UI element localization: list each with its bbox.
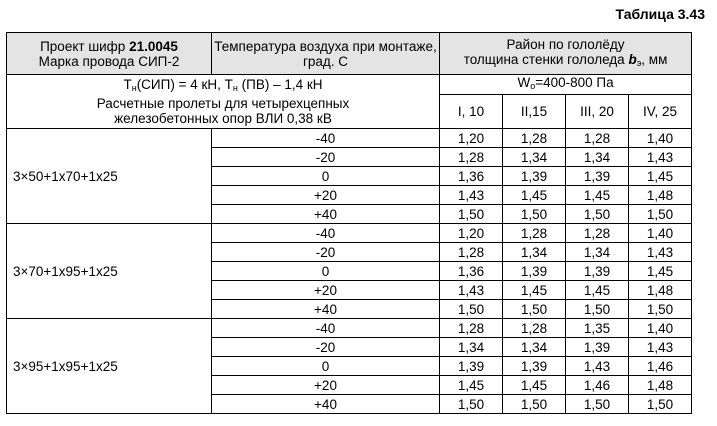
value-cell: 1,45 [629, 262, 692, 281]
tension-sub-pv: н [232, 83, 238, 93]
value-cell: 1,34 [503, 338, 566, 357]
value-cell: 1,28 [440, 243, 503, 262]
value-cell: 1,48 [629, 281, 692, 300]
pressure-sub: o [530, 81, 536, 91]
value-cell: 1,39 [566, 167, 629, 186]
sag-table [6, 32, 692, 414]
ice-unit: , мм [641, 51, 668, 67]
spans-line-2: железобетонных опор ВЛИ 0,38 кВ [114, 111, 332, 126]
project-header-cell [7, 33, 212, 75]
value-cell: 1,34 [503, 243, 566, 262]
value-cell: 1,48 [629, 376, 692, 395]
value-cell: 1,39 [566, 338, 629, 357]
value-cell: 1,34 [440, 338, 503, 357]
table-row [7, 224, 692, 243]
value-cell: 1,39 [566, 262, 629, 281]
region-header: II,15 [503, 95, 566, 129]
value-cell: 1,50 [629, 205, 692, 224]
value-cell: 1,20 [440, 129, 503, 148]
temperature-cell: -20 [212, 338, 440, 357]
value-cell: 1,46 [629, 357, 692, 376]
wind-pressure-cell [440, 75, 692, 95]
table-caption: Таблица 3.43 [615, 6, 705, 22]
temperature-cell: +20 [212, 376, 440, 395]
value-cell: 1,50 [440, 205, 503, 224]
value-cell: 1,43 [566, 357, 629, 376]
temperature-cell: +40 [212, 205, 440, 224]
value-cell: 1,43 [440, 281, 503, 300]
value-cell: 1,50 [566, 300, 629, 319]
temperature-cell: +20 [212, 281, 440, 300]
temperature-cell: -40 [212, 129, 440, 148]
temperature-cell: -40 [212, 319, 440, 338]
value-cell: 1,45 [629, 167, 692, 186]
value-cell: 1,34 [566, 243, 629, 262]
region-header: IV, 25 [629, 95, 692, 129]
project-label: Проект шифр [40, 38, 126, 54]
ice-symbol: b [628, 51, 637, 67]
value-cell: 1,34 [503, 148, 566, 167]
pressure-W: W [517, 75, 531, 90]
value-cell: 1,45 [566, 281, 629, 300]
temperature-cell: -20 [212, 148, 440, 167]
value-cell: 1,45 [440, 376, 503, 395]
value-cell: 1,28 [440, 319, 503, 338]
temperature-label: Температура воздуха при монтаже, град. С [214, 38, 437, 69]
temperature-cell: +20 [212, 186, 440, 205]
cable-type-cell: 3×95+1x95+1x25 [7, 319, 212, 414]
ice-symbol-sub: э [636, 57, 642, 68]
value-cell: 1,39 [440, 357, 503, 376]
value-cell: 1,50 [629, 395, 692, 414]
value-cell: 1,28 [566, 224, 629, 243]
value-cell: 1,39 [503, 167, 566, 186]
pressure-value: =400-800 Па [535, 75, 614, 90]
temperature-cell: 0 [212, 167, 440, 186]
value-cell: 1,28 [503, 224, 566, 243]
temperature-cell: +40 [212, 300, 440, 319]
tension-sip-value: = 4 кН, Т [174, 77, 233, 92]
tension-T: Т [123, 77, 132, 92]
table-row [7, 319, 692, 338]
project-code: 21.0045 [129, 38, 178, 54]
temperature-cell: 0 [212, 357, 440, 376]
ice-thickness-label: толщина стенки гололеда [463, 51, 625, 67]
value-cell: 1,45 [566, 186, 629, 205]
temperature-cell: +40 [212, 395, 440, 414]
value-cell: 1,50 [629, 300, 692, 319]
value-cell: 1,40 [629, 319, 692, 338]
ice-region-header-cell [440, 33, 692, 75]
spans-line-1: Расчетные пролеты для четырехцепных [96, 96, 350, 111]
value-cell: 1,50 [440, 395, 503, 414]
temperature-header-cell [212, 33, 440, 75]
table-row [7, 129, 692, 148]
value-cell: 1,43 [629, 243, 692, 262]
value-cell: 1,40 [629, 224, 692, 243]
value-cell: 1,50 [440, 300, 503, 319]
tension-sub-sip: н [131, 83, 137, 93]
value-cell: 1,50 [503, 300, 566, 319]
value-cell: 1,36 [440, 262, 503, 281]
value-cell: 1,39 [503, 357, 566, 376]
value-cell: 1,45 [503, 186, 566, 205]
value-cell: 1,43 [629, 148, 692, 167]
value-cell: 1,43 [629, 338, 692, 357]
cable-type-cell: 3×50+1x70+1x25 [7, 129, 212, 224]
value-cell: 1,50 [566, 395, 629, 414]
value-cell: 1,40 [629, 129, 692, 148]
tension-sip-label: (СИП) [136, 77, 175, 92]
value-cell: 1,46 [566, 376, 629, 395]
temperature-cell: -40 [212, 224, 440, 243]
ice-region-label: Район по гололёду [506, 36, 625, 52]
value-cell: 1,50 [503, 395, 566, 414]
value-cell: 1,50 [503, 205, 566, 224]
tension-pv-label: (ПВ) – 1,4 кН [237, 77, 323, 92]
cable-type-cell: 3×70+1x95+1x25 [7, 224, 212, 319]
temperature-cell: -20 [212, 243, 440, 262]
temperature-cell: 0 [212, 262, 440, 281]
value-cell: 1,28 [503, 319, 566, 338]
value-cell: 1,20 [440, 224, 503, 243]
value-cell: 1,50 [566, 205, 629, 224]
value-cell: 1,45 [503, 281, 566, 300]
wire-label: Марка провода СИП-2 [38, 53, 180, 69]
region-header: III, 20 [566, 95, 629, 129]
value-cell: 1,36 [440, 167, 503, 186]
value-cell: 1,48 [629, 186, 692, 205]
value-cell: 1,34 [566, 148, 629, 167]
value-cell: 1,39 [503, 262, 566, 281]
value-cell: 1,28 [566, 129, 629, 148]
conditions-cell [7, 75, 440, 129]
value-cell: 1,35 [566, 319, 629, 338]
region-header: I, 10 [440, 95, 503, 129]
value-cell: 1,43 [440, 186, 503, 205]
value-cell: 1,28 [440, 148, 503, 167]
value-cell: 1,45 [503, 376, 566, 395]
value-cell: 1,28 [503, 129, 566, 148]
